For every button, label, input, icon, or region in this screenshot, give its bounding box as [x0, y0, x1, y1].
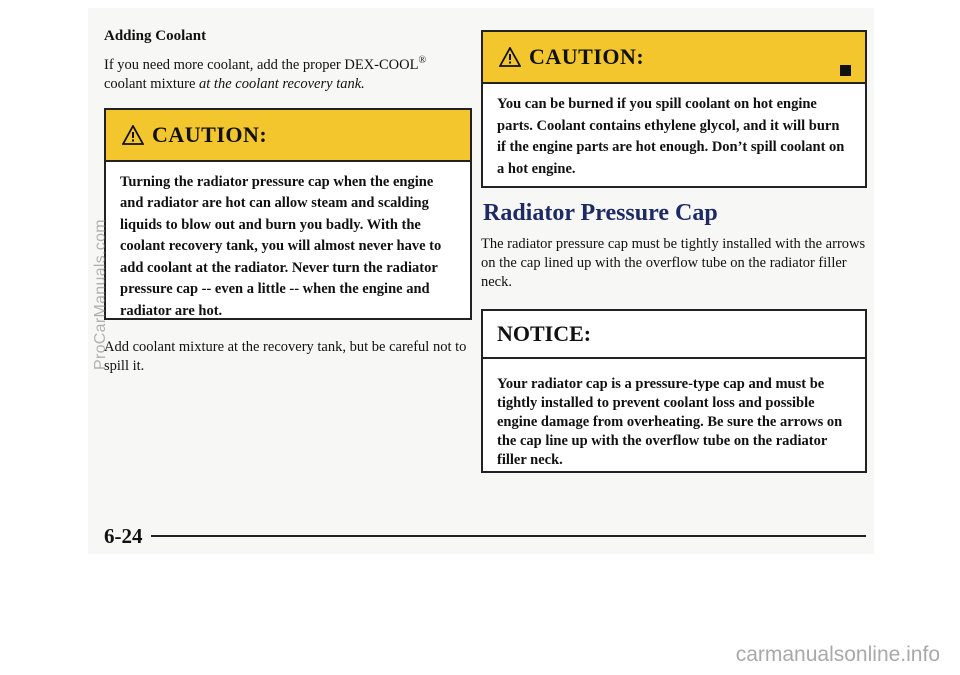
- intro-text-2: coolant mixture: [104, 75, 200, 92]
- notice-box: [481, 309, 867, 473]
- radiator-pressure-cap-text: The radiator pressure cap must be tightly installed with the arrows on the cap lined up with the overflow tube on the radiator filler neck.: [481, 236, 866, 290]
- adding-coolant-intro: [104, 51, 472, 94]
- caution-box-radiator-cap: [104, 108, 472, 320]
- registered-mark: ®: [418, 55, 427, 66]
- bottom-watermark: carmanualsonline.info: [735, 643, 940, 666]
- notice-body: Your radiator cap is a pressure-type cap and must be tightly installed to prevent coolant loss and possible engine damage from overheating. Be sure the arrows on the cap line up with the overflow tube on the radiator filler neck.: [497, 376, 843, 468]
- adding-coolant-heading: Adding Coolant: [104, 28, 207, 44]
- caution-body: Turning the radiator pressure cap when the engine and radiator are hot can allow steam and scalding liquids to blow out and burn you badly. With the coolant recovery tank, you will almost never have to add coolant at the radiator. Never turn the radiator pressure cap -- even a little -- when the engine and radiator are hot.: [120, 173, 442, 319]
- left-column: [104, 28, 472, 376]
- warning-triangle-icon: [122, 125, 144, 145]
- page-number: 6-24: [104, 523, 143, 548]
- radiator-pressure-cap-heading: Radiator Pressure Cap: [483, 200, 718, 226]
- page-footer: [104, 521, 866, 551]
- side-watermark: ProCarManuals.com: [92, 219, 109, 370]
- right-column: [481, 30, 867, 473]
- notice-title: NOTICE:: [483, 311, 865, 359]
- add-coolant-note: Add coolant mixture at the recovery tank, but be careful not to spill it.: [104, 338, 467, 374]
- caution-header: [106, 110, 470, 162]
- intro-text: If you need more coolant, add the proper DEX-COOL: [104, 56, 419, 73]
- caution-body: You can be burned if you spill coolant on hot engine parts. Coolant contains ethylene glycol, and it will burn if the engine parts are hot enough. Don’t spill coolant on a hot engine.: [497, 96, 845, 177]
- end-marker-icon: [840, 65, 851, 76]
- footer-rule: [151, 535, 867, 537]
- intro-italic: at the coolant recovery tank.: [199, 75, 365, 92]
- warning-triangle-icon: [499, 47, 521, 67]
- caution-header: [483, 32, 865, 84]
- caution-box-hot-engine: [481, 30, 867, 188]
- caution-title: CAUTION:: [152, 121, 268, 147]
- caution-title: CAUTION:: [529, 44, 645, 69]
